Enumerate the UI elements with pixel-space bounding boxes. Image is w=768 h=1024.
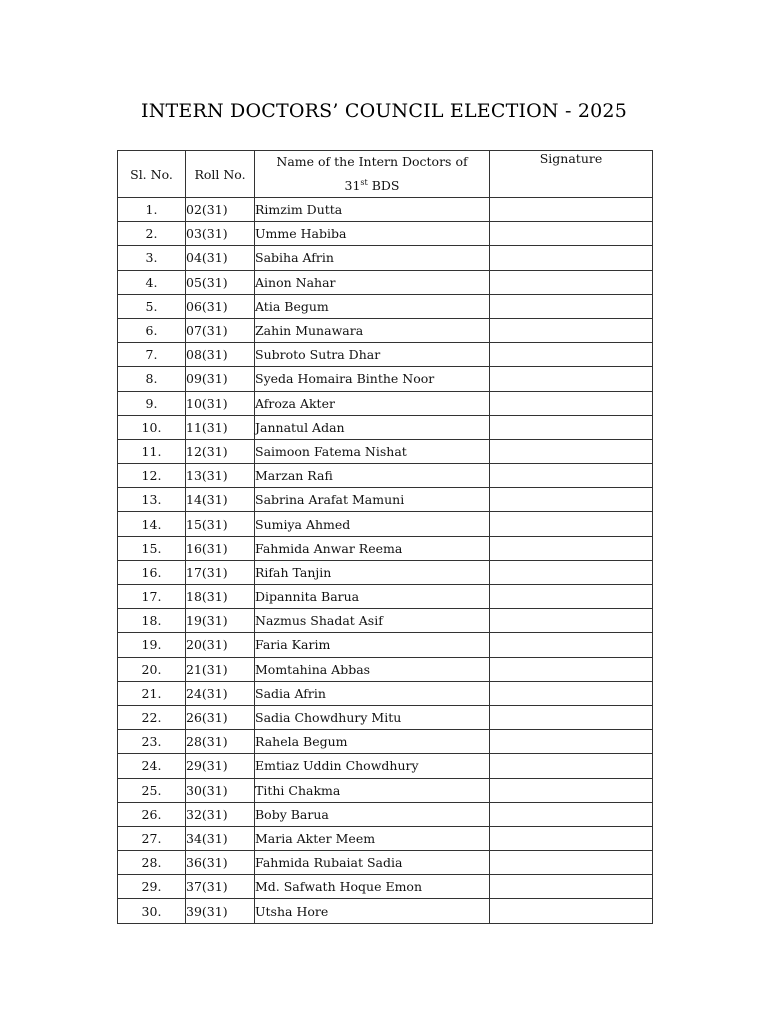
table-row [118, 318, 653, 342]
roll-number-cell: 19(31) [186, 609, 255, 633]
roll-number-cell: 24(31) [186, 681, 255, 705]
signature-cell[interactable] [490, 415, 653, 439]
doctor-name-cell: Utsha Hore [255, 899, 490, 923]
serial-number-cell: 1. [118, 198, 186, 222]
roll-number-cell: 06(31) [186, 294, 255, 318]
election-roster-table [117, 150, 653, 924]
doctor-name-cell: Emtiaz Uddin Chowdhury [255, 754, 490, 778]
signature-cell[interactable] [490, 270, 653, 294]
serial-number-cell: 30. [118, 899, 186, 923]
table-row [118, 826, 653, 850]
serial-number-cell: 5. [118, 294, 186, 318]
roll-number-cell: 32(31) [186, 802, 255, 826]
signature-cell[interactable] [490, 899, 653, 923]
signature-cell[interactable] [490, 294, 653, 318]
serial-number-cell: 8. [118, 367, 186, 391]
doctor-name-cell: Rimzim Dutta [255, 198, 490, 222]
signature-cell[interactable] [490, 198, 653, 222]
header-name-program: BDS [367, 178, 400, 194]
roll-number-cell: 08(31) [186, 343, 255, 367]
table-row [118, 875, 653, 899]
header-name-batch-suffix: st [360, 178, 368, 188]
signature-cell[interactable] [490, 512, 653, 536]
doctor-name-cell: Atia Begum [255, 294, 490, 318]
doctor-name-cell: Fahmida Anwar Reema [255, 536, 490, 560]
roll-number-cell: 07(31) [186, 318, 255, 342]
roll-number-cell: 26(31) [186, 705, 255, 729]
serial-number-cell: 28. [118, 851, 186, 875]
signature-cell[interactable] [490, 802, 653, 826]
doctor-name-cell: Faria Karim [255, 633, 490, 657]
table-row [118, 246, 653, 270]
table-row [118, 899, 653, 923]
header-serial-number: Sl. No. [118, 151, 186, 198]
doctor-name-cell: Sabrina Arafat Mamuni [255, 488, 490, 512]
signature-cell[interactable] [490, 754, 653, 778]
serial-number-cell: 6. [118, 318, 186, 342]
roll-number-cell: 16(31) [186, 536, 255, 560]
doctor-name-cell: Sumiya Ahmed [255, 512, 490, 536]
roll-number-cell: 05(31) [186, 270, 255, 294]
doctor-name-cell: Syeda Homaira Binthe Noor [255, 367, 490, 391]
signature-cell[interactable] [490, 343, 653, 367]
doctor-name-cell: Fahmida Rubaiat Sadia [255, 851, 490, 875]
signature-cell[interactable] [490, 826, 653, 850]
serial-number-cell: 15. [118, 536, 186, 560]
roll-number-cell: 34(31) [186, 826, 255, 850]
signature-cell[interactable] [490, 657, 653, 681]
serial-number-cell: 23. [118, 730, 186, 754]
serial-number-cell: 24. [118, 754, 186, 778]
roll-number-cell: 11(31) [186, 415, 255, 439]
table-row [118, 730, 653, 754]
signature-cell[interactable] [490, 464, 653, 488]
serial-number-cell: 21. [118, 681, 186, 705]
signature-cell[interactable] [490, 246, 653, 270]
serial-number-cell: 4. [118, 270, 186, 294]
table-row [118, 609, 653, 633]
serial-number-cell: 13. [118, 488, 186, 512]
roll-number-cell: 09(31) [186, 367, 255, 391]
serial-number-cell: 17. [118, 585, 186, 609]
signature-cell[interactable] [490, 560, 653, 584]
serial-number-cell: 2. [118, 222, 186, 246]
table-row [118, 294, 653, 318]
doctor-name-cell: Rifah Tanjin [255, 560, 490, 584]
roll-number-cell: 20(31) [186, 633, 255, 657]
doctor-name-cell: Momtahina Abbas [255, 657, 490, 681]
signature-cell[interactable] [490, 705, 653, 729]
table-row [118, 391, 653, 415]
doctor-name-cell: Afroza Akter [255, 391, 490, 415]
roll-number-cell: 39(31) [186, 899, 255, 923]
table-row [118, 464, 653, 488]
table-row [118, 705, 653, 729]
table-row [118, 802, 653, 826]
serial-number-cell: 18. [118, 609, 186, 633]
table-row [118, 367, 653, 391]
doctor-name-cell: Boby Barua [255, 802, 490, 826]
roll-number-cell: 15(31) [186, 512, 255, 536]
signature-cell[interactable] [490, 585, 653, 609]
signature-cell[interactable] [490, 367, 653, 391]
table-row [118, 657, 653, 681]
doctor-name-cell: Zahin Munawara [255, 318, 490, 342]
signature-cell[interactable] [490, 778, 653, 802]
roll-number-cell: 28(31) [186, 730, 255, 754]
doctor-name-cell: Maria Akter Meem [255, 826, 490, 850]
roll-number-cell: 17(31) [186, 560, 255, 584]
roll-number-cell: 29(31) [186, 754, 255, 778]
table-row [118, 270, 653, 294]
roll-number-cell: 12(31) [186, 439, 255, 463]
doctor-name-cell: Tithi Chakma [255, 778, 490, 802]
roll-number-cell: 10(31) [186, 391, 255, 415]
roll-number-cell: 37(31) [186, 875, 255, 899]
serial-number-cell: 10. [118, 415, 186, 439]
table-row [118, 512, 653, 536]
roll-number-cell: 21(31) [186, 657, 255, 681]
roll-number-cell: 18(31) [186, 585, 255, 609]
table-row [118, 754, 653, 778]
serial-number-cell: 7. [118, 343, 186, 367]
signature-cell[interactable] [490, 318, 653, 342]
doctor-name-cell: Ainon Nahar [255, 270, 490, 294]
doctor-name-cell: Rahela Begum [255, 730, 490, 754]
serial-number-cell: 22. [118, 705, 186, 729]
doctor-name-cell: Sadia Chowdhury Mitu [255, 705, 490, 729]
signature-cell[interactable] [490, 681, 653, 705]
header-row [118, 151, 653, 198]
doctor-name-cell: Marzan Rafi [255, 464, 490, 488]
serial-number-cell: 20. [118, 657, 186, 681]
table-row [118, 222, 653, 246]
table-row [118, 536, 653, 560]
signature-cell[interactable] [490, 391, 653, 415]
table-row [118, 778, 653, 802]
signature-cell[interactable] [490, 875, 653, 899]
header-roll-number: Roll No. [186, 151, 255, 198]
header-signature: Signature [490, 151, 653, 198]
roll-number-cell: 03(31) [186, 222, 255, 246]
table-row [118, 585, 653, 609]
signature-cell[interactable] [490, 851, 653, 875]
page-title: INTERN DOCTORS’ COUNCIL ELECTION - 2025 [140, 100, 628, 122]
serial-number-cell: 19. [118, 633, 186, 657]
serial-number-cell: 29. [118, 875, 186, 899]
doctor-name-cell: Sabiha Afrin [255, 246, 490, 270]
doctor-name-cell: Umme Habiba [255, 222, 490, 246]
serial-number-cell: 25. [118, 778, 186, 802]
serial-number-cell: 12. [118, 464, 186, 488]
roll-number-cell: 30(31) [186, 778, 255, 802]
roll-number-cell: 14(31) [186, 488, 255, 512]
table-row [118, 343, 653, 367]
roll-number-cell: 36(31) [186, 851, 255, 875]
table-header [118, 151, 653, 198]
doctor-name-cell: Sadia Afrin [255, 681, 490, 705]
table-row [118, 488, 653, 512]
serial-number-cell: 16. [118, 560, 186, 584]
table-body [118, 198, 653, 924]
header-name-batch: 31 [344, 178, 361, 194]
serial-number-cell: 26. [118, 802, 186, 826]
signature-cell[interactable] [490, 536, 653, 560]
header-name-line1: Name of the Intern Doctors of [276, 154, 468, 170]
doctor-name-cell: Dipannita Barua [255, 585, 490, 609]
header-name [255, 151, 490, 198]
signature-cell[interactable] [490, 222, 653, 246]
table-row [118, 415, 653, 439]
serial-number-cell: 27. [118, 826, 186, 850]
roll-number-cell: 04(31) [186, 246, 255, 270]
doctor-name-cell: Subroto Sutra Dhar [255, 343, 490, 367]
table-row [118, 681, 653, 705]
signature-cell[interactable] [490, 730, 653, 754]
roll-number-cell: 13(31) [186, 464, 255, 488]
serial-number-cell: 9. [118, 391, 186, 415]
doctor-name-cell: Jannatul Adan [255, 415, 490, 439]
serial-number-cell: 11. [118, 439, 186, 463]
serial-number-cell: 14. [118, 512, 186, 536]
doctor-name-cell: Saimoon Fatema Nishat [255, 439, 490, 463]
table-row [118, 198, 653, 222]
signature-cell[interactable] [490, 609, 653, 633]
signature-cell[interactable] [490, 488, 653, 512]
table-row [118, 851, 653, 875]
table-row [118, 439, 653, 463]
doctor-name-cell: Nazmus Shadat Asif [255, 609, 490, 633]
signature-cell[interactable] [490, 633, 653, 657]
table-row [118, 633, 653, 657]
roll-number-cell: 02(31) [186, 198, 255, 222]
table-row [118, 560, 653, 584]
doctor-name-cell: Md. Safwath Hoque Emon [255, 875, 490, 899]
serial-number-cell: 3. [118, 246, 186, 270]
signature-cell[interactable] [490, 439, 653, 463]
